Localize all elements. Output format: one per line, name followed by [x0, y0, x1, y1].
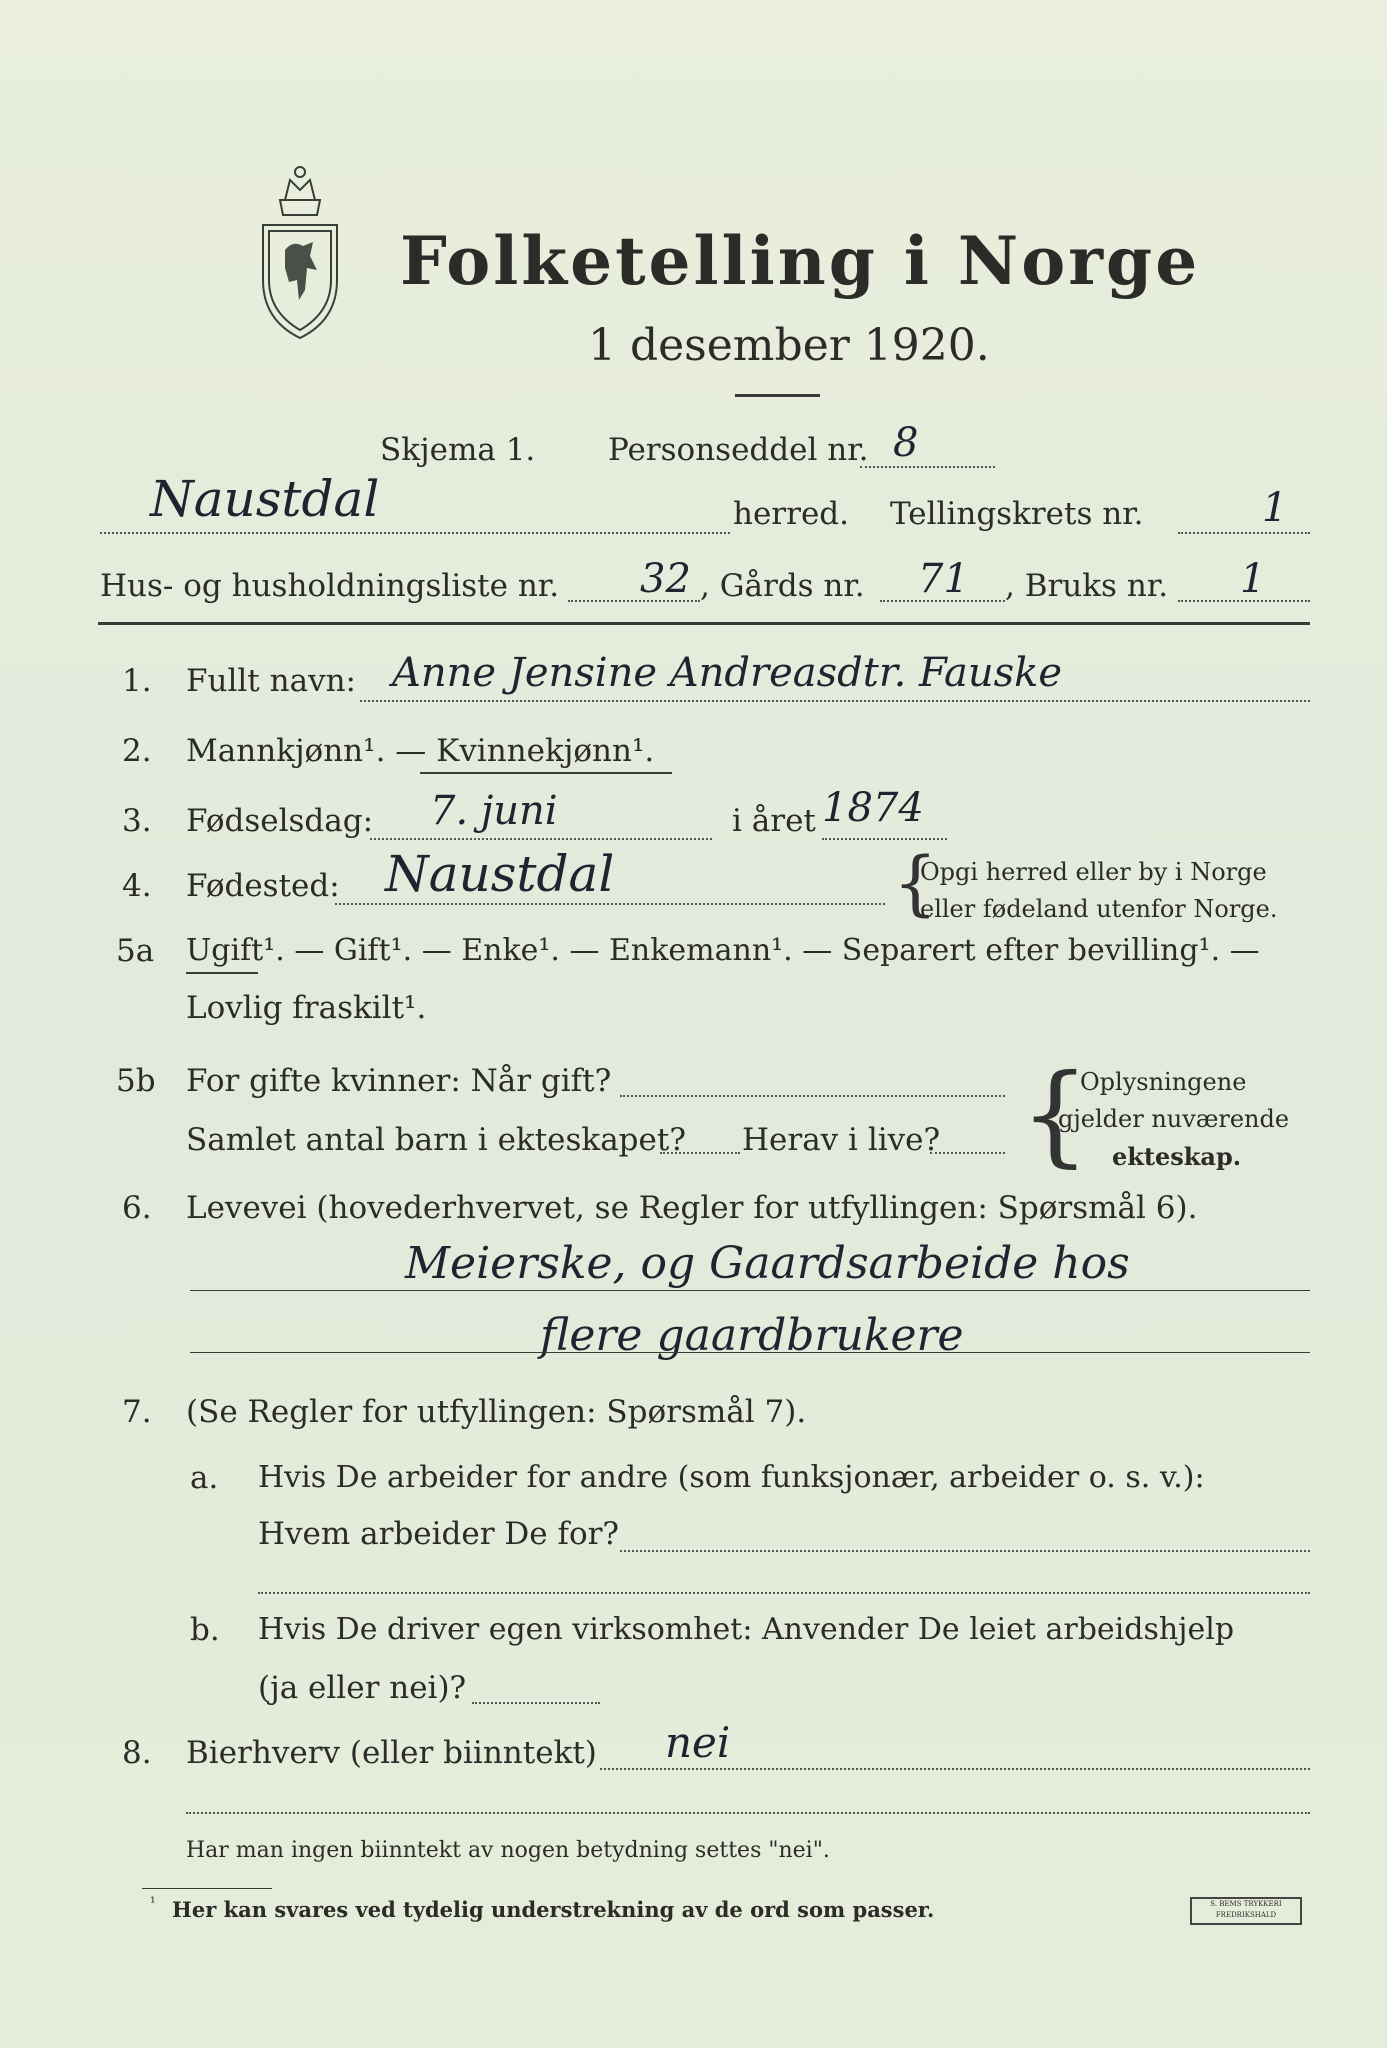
- q7a-employer-label: Hvem arbeider De for?: [258, 1516, 620, 1552]
- q5a-number: 5a: [116, 933, 155, 969]
- farm-value[interactable]: 71: [918, 556, 969, 602]
- q5b-note-line3: ekteskap.: [1112, 1142, 1242, 1171]
- q4-birthplace-value[interactable]: Naustdal: [385, 845, 615, 903]
- q7b-letter: b.: [190, 1612, 220, 1648]
- form-date: 1 desember 1920.: [588, 320, 990, 371]
- q4-label: Fødested:: [186, 868, 340, 904]
- household-label: Hus- og husholdningsliste nr.: [100, 568, 560, 604]
- q6-answer-rule1: [190, 1290, 1310, 1291]
- q8-number: 8.: [122, 1735, 152, 1771]
- q7b-line: [472, 1702, 600, 1704]
- q1-number: 1.: [122, 663, 152, 699]
- q4-line: [335, 903, 885, 905]
- q6-answer-line1[interactable]: Meierske, og Gaardsarbeide hos: [405, 1238, 1130, 1289]
- q3-year-value[interactable]: 1874: [822, 785, 924, 831]
- q7a-letter: a.: [190, 1460, 219, 1496]
- title-divider: [735, 394, 820, 397]
- q7-label: (Se Regler for utfyllingen: Spørsmål 7).: [186, 1394, 807, 1430]
- q5b-married-when-line: [620, 1095, 1005, 1097]
- q1-label: Fullt navn:: [186, 663, 356, 699]
- district-label: Tellingskrets nr.: [890, 496, 1144, 532]
- q6-answer-line2[interactable]: flere gaardbrukere: [540, 1310, 964, 1361]
- q3-label: Fødselsdag:: [186, 803, 374, 839]
- q4-note-line1: Opgi herred eller by i Norge: [920, 858, 1267, 886]
- q2-gender-options: Mannkjønn¹. — Kvinnekjønn¹.: [186, 733, 655, 769]
- district-value[interactable]: 1: [1262, 485, 1288, 531]
- footer-note: Har man ingen biinntekt av nogen betydning settes "nei".: [186, 1838, 830, 1863]
- footnote-rule: [142, 1888, 272, 1889]
- q7b-label: (ja eller nei)?: [258, 1670, 467, 1706]
- farm-label: , Gårds nr.: [700, 568, 865, 604]
- schema-label: Skjema 1.: [380, 432, 536, 468]
- q3-number: 3.: [122, 803, 152, 839]
- holding-value[interactable]: 1: [1240, 556, 1266, 602]
- q7a-question: Hvis De arbeider for andre (som funksjonær, arbeider o. s. v.):: [258, 1460, 1205, 1495]
- q7b-question: Hvis De driver egen virksomhet: Anvender De leiet arbeidshjelp: [258, 1612, 1235, 1647]
- q3-year-label: i året: [732, 803, 816, 839]
- q8-value[interactable]: nei: [665, 1718, 731, 1767]
- q3-birthdate-value[interactable]: 7. juni: [430, 788, 558, 834]
- person-number-label: Personseddel nr.: [608, 432, 869, 468]
- municipality-value[interactable]: Naustdal: [150, 470, 380, 528]
- municipality-line: [100, 532, 730, 534]
- q5b-note-line2: gjelder nuværende: [1058, 1105, 1290, 1133]
- herred-label: herred.: [733, 496, 849, 532]
- q7a-employer-line2: [258, 1592, 1310, 1594]
- q5a-marital-options: Ugift¹. — Gift¹. — Enke¹. — Enkemann¹. — Separert efter bevilling¹. —: [186, 933, 1260, 968]
- person-number-value[interactable]: 8: [893, 420, 919, 466]
- q5a-line2: Lovlig fraskilt¹.: [186, 990, 427, 1026]
- printer-stamp: S. BEMS TRYKKERI FREDRIKSHALD: [1190, 1897, 1302, 1925]
- footnote-text: Her kan svares ved tydelig understrekning av de ord som passer.: [172, 1897, 935, 1922]
- q5a-selected-underline: [186, 972, 258, 974]
- q1-line: [360, 700, 1310, 702]
- q5b-married-when-label: For gifte kvinner: Når gift?: [186, 1063, 612, 1099]
- q1-fullname-value[interactable]: Anne Jensine Andreasdtr. Fauske: [392, 650, 1063, 696]
- q5b-brace: {: [1020, 1050, 1090, 1178]
- q3-date-line: [370, 838, 712, 840]
- q8-line: [600, 1768, 1310, 1770]
- q6-label: Levevei (hovederhvervet, se Regler for utfyllingen: Spørsmål 6).: [186, 1190, 1198, 1226]
- header-rule: [98, 622, 1310, 625]
- household-value[interactable]: 32: [640, 556, 691, 602]
- q3-year-line: [822, 838, 947, 840]
- q2-selected-underline: [420, 772, 672, 774]
- person-number-line: [860, 466, 995, 468]
- q6-answer-rule2: [190, 1352, 1310, 1353]
- q7a-employer-line: [620, 1550, 1310, 1552]
- district-line: [1178, 532, 1310, 534]
- q5b-note-line1: Oplysningene: [1080, 1068, 1247, 1096]
- q2-number: 2.: [122, 733, 152, 769]
- q8-line2: [186, 1812, 1310, 1814]
- q4-brace: {: [893, 842, 938, 924]
- holding-label: , Bruks nr.: [1005, 568, 1169, 604]
- q6-number: 6.: [122, 1190, 152, 1226]
- q8-label: Bierhverv (eller biinntekt): [186, 1735, 597, 1771]
- q5b-number: 5b: [116, 1063, 156, 1099]
- q4-note-line2: eller fødeland utenfor Norge.: [920, 895, 1278, 923]
- q5b-children-label: Samlet antal barn i ekteskapet?: [186, 1122, 686, 1158]
- q5b-alive-label: Herav i live?: [742, 1122, 941, 1158]
- q5b-alive-line: [930, 1152, 1005, 1154]
- q7-number: 7.: [122, 1394, 152, 1430]
- form-title: Folketelling i Norge: [400, 222, 1201, 300]
- q4-number: 4.: [122, 868, 152, 904]
- q5b-children-line: [660, 1152, 740, 1154]
- coat-of-arms-icon: [255, 160, 345, 340]
- footnote-mark: ¹: [150, 1895, 156, 1911]
